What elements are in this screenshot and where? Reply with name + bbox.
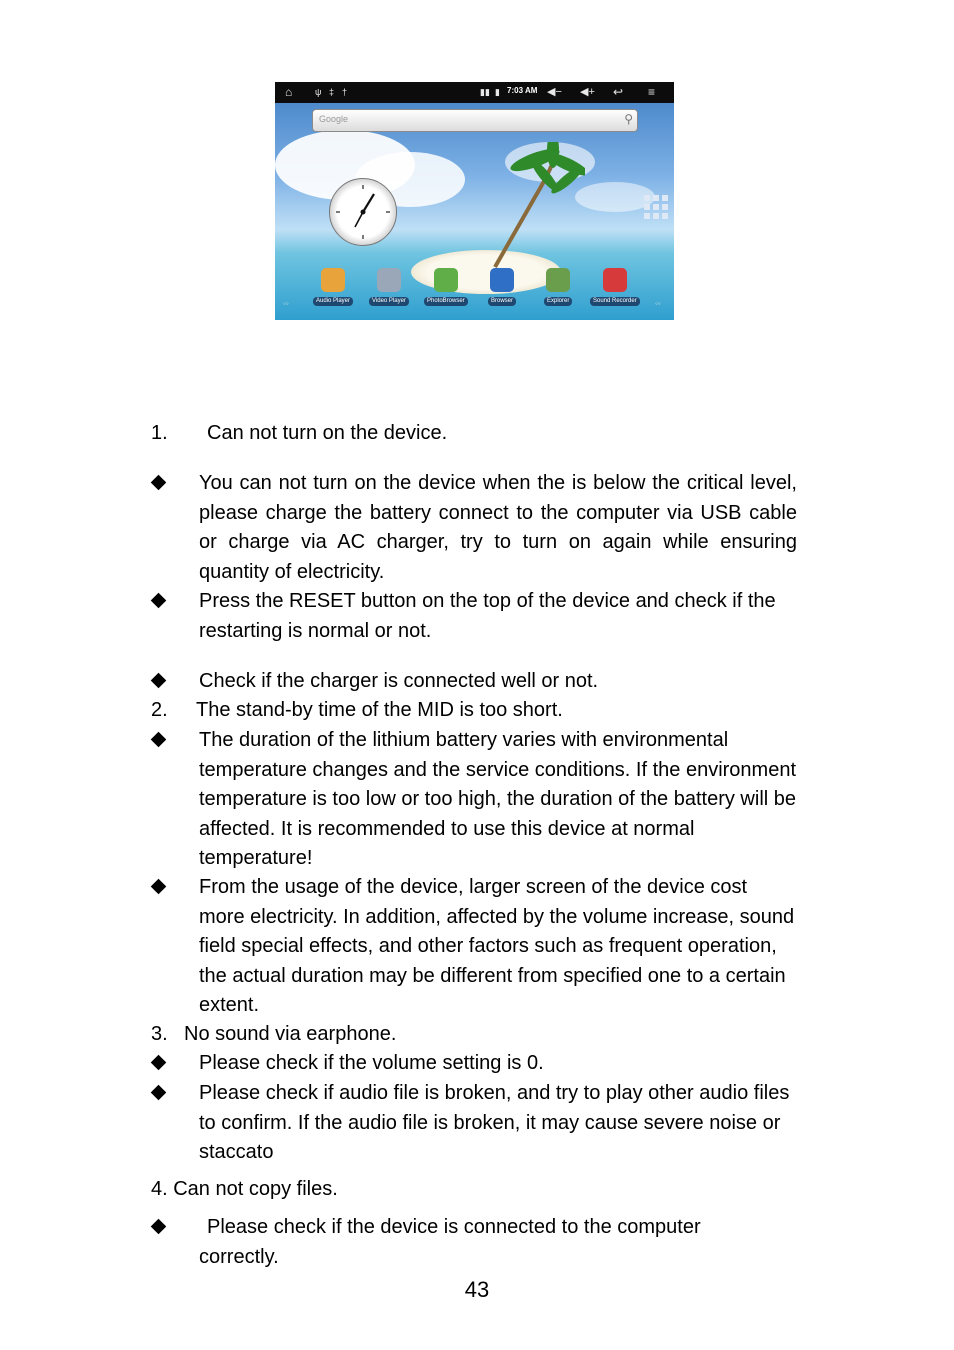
microphone-icon[interactable] xyxy=(603,268,627,292)
s3-bullet-2: Please check if audio file is broken, and try to play other audio files to confirm. If the audio file is broken, it may cause severe noise or staccato xyxy=(199,1082,790,1163)
page-indicator-right[interactable]: ◦◦ xyxy=(655,299,661,308)
volume-down-icon: ◀− xyxy=(547,86,562,98)
section-2-number: 2. xyxy=(151,699,168,721)
diamond-bullet-icon xyxy=(152,594,166,608)
section-2-title: The stand-by time of the MID is too short. xyxy=(196,699,563,721)
folder-icon[interactable] xyxy=(546,268,570,292)
notification-icon: † xyxy=(342,87,348,97)
search-placeholder: Google xyxy=(319,114,349,124)
diamond-bullet-icon xyxy=(152,674,166,688)
s3-bullet-1: Please check if the volume setting is 0. xyxy=(199,1052,544,1074)
dock-label[interactable]: Browser xyxy=(488,297,516,306)
s1-bullet-2: Press the RESET button on the top of the device and check if the restarting is normal or not. xyxy=(199,590,776,642)
home-icon: ⌂ xyxy=(285,85,293,99)
diamond-bullet-icon xyxy=(152,1056,166,1070)
section-4-title: 4. Can not copy files. xyxy=(151,1178,338,1200)
dock-label[interactable]: Audio Player xyxy=(313,297,353,306)
menu-icon: ≡ xyxy=(648,85,656,99)
photo-browser-icon[interactable] xyxy=(434,268,458,292)
s1-bullet-1: You can not turn on the device when the is below the critical level, please charge the battery connect to the computer via USB cable or charge via AC charger, try to turn on again while ensuring quantity of electricity. xyxy=(199,472,797,583)
dock-label[interactable]: Explorer xyxy=(544,297,572,306)
s4-bullet-1: Please check if the device is connected to the computer correctly. xyxy=(199,1216,701,1268)
battery-icon: ▮ xyxy=(495,87,500,97)
section-3-title: No sound via earphone. xyxy=(184,1023,397,1045)
audio-player-icon[interactable] xyxy=(321,268,345,292)
diamond-bullet-icon xyxy=(152,476,166,490)
s2-bullet-1: The duration of the lithium battery varies with environmental temperature changes and the service conditions. If the environment temperature is too low or too high, the duration of the battery will be affected. It is recommended to use this device at normal temperature! xyxy=(199,729,797,869)
globe-icon[interactable] xyxy=(490,268,514,292)
analog-clock-widget[interactable] xyxy=(329,178,397,246)
google-search-bar[interactable] xyxy=(312,109,638,132)
page-indicator-left[interactable]: ◦◦ xyxy=(283,299,289,308)
search-icon[interactable]: ⚲ xyxy=(624,112,633,126)
dock-label[interactable]: Sound Recorder xyxy=(590,297,640,306)
clock-face-icon xyxy=(330,179,396,245)
device-screenshot xyxy=(275,82,674,320)
diamond-bullet-icon xyxy=(152,1220,166,1234)
status-time: 7:03 AM xyxy=(507,86,538,95)
s1-bullet-3: Check if the charger is connected well or not. xyxy=(199,670,599,692)
page-number: 43 xyxy=(464,1277,490,1302)
status-bar xyxy=(275,82,674,103)
diamond-bullet-icon xyxy=(152,880,166,894)
diamond-bullet-icon xyxy=(152,1086,166,1100)
app-drawer-icon[interactable] xyxy=(643,194,669,222)
wifi-icon: ▮▮ xyxy=(480,87,490,97)
s2-bullet-2: From the usage of the device, larger screen of the device cost more electricity. In addition, affected by the volume increase, sound field special effects, and other factors such as frequent operation, the actual duration may be different from specified one to a certain extent. xyxy=(199,876,795,1016)
back-icon: ↩ xyxy=(613,85,624,99)
section-1-title: Can not turn on the device. xyxy=(207,422,448,444)
section-3-number: 3. xyxy=(151,1023,168,1045)
palm-tree-icon xyxy=(475,142,585,272)
volume-up-icon: ◀+ xyxy=(580,86,595,98)
dock-label[interactable]: Video Player xyxy=(369,297,409,306)
diamond-bullet-icon xyxy=(152,733,166,747)
usb-debug-icon: ‡ xyxy=(329,87,335,97)
video-player-icon[interactable] xyxy=(377,268,401,292)
usb-icon: ψ xyxy=(315,87,322,97)
dock-label[interactable]: PhotoBrowser xyxy=(424,297,468,306)
section-1-number: 1. xyxy=(151,422,168,444)
